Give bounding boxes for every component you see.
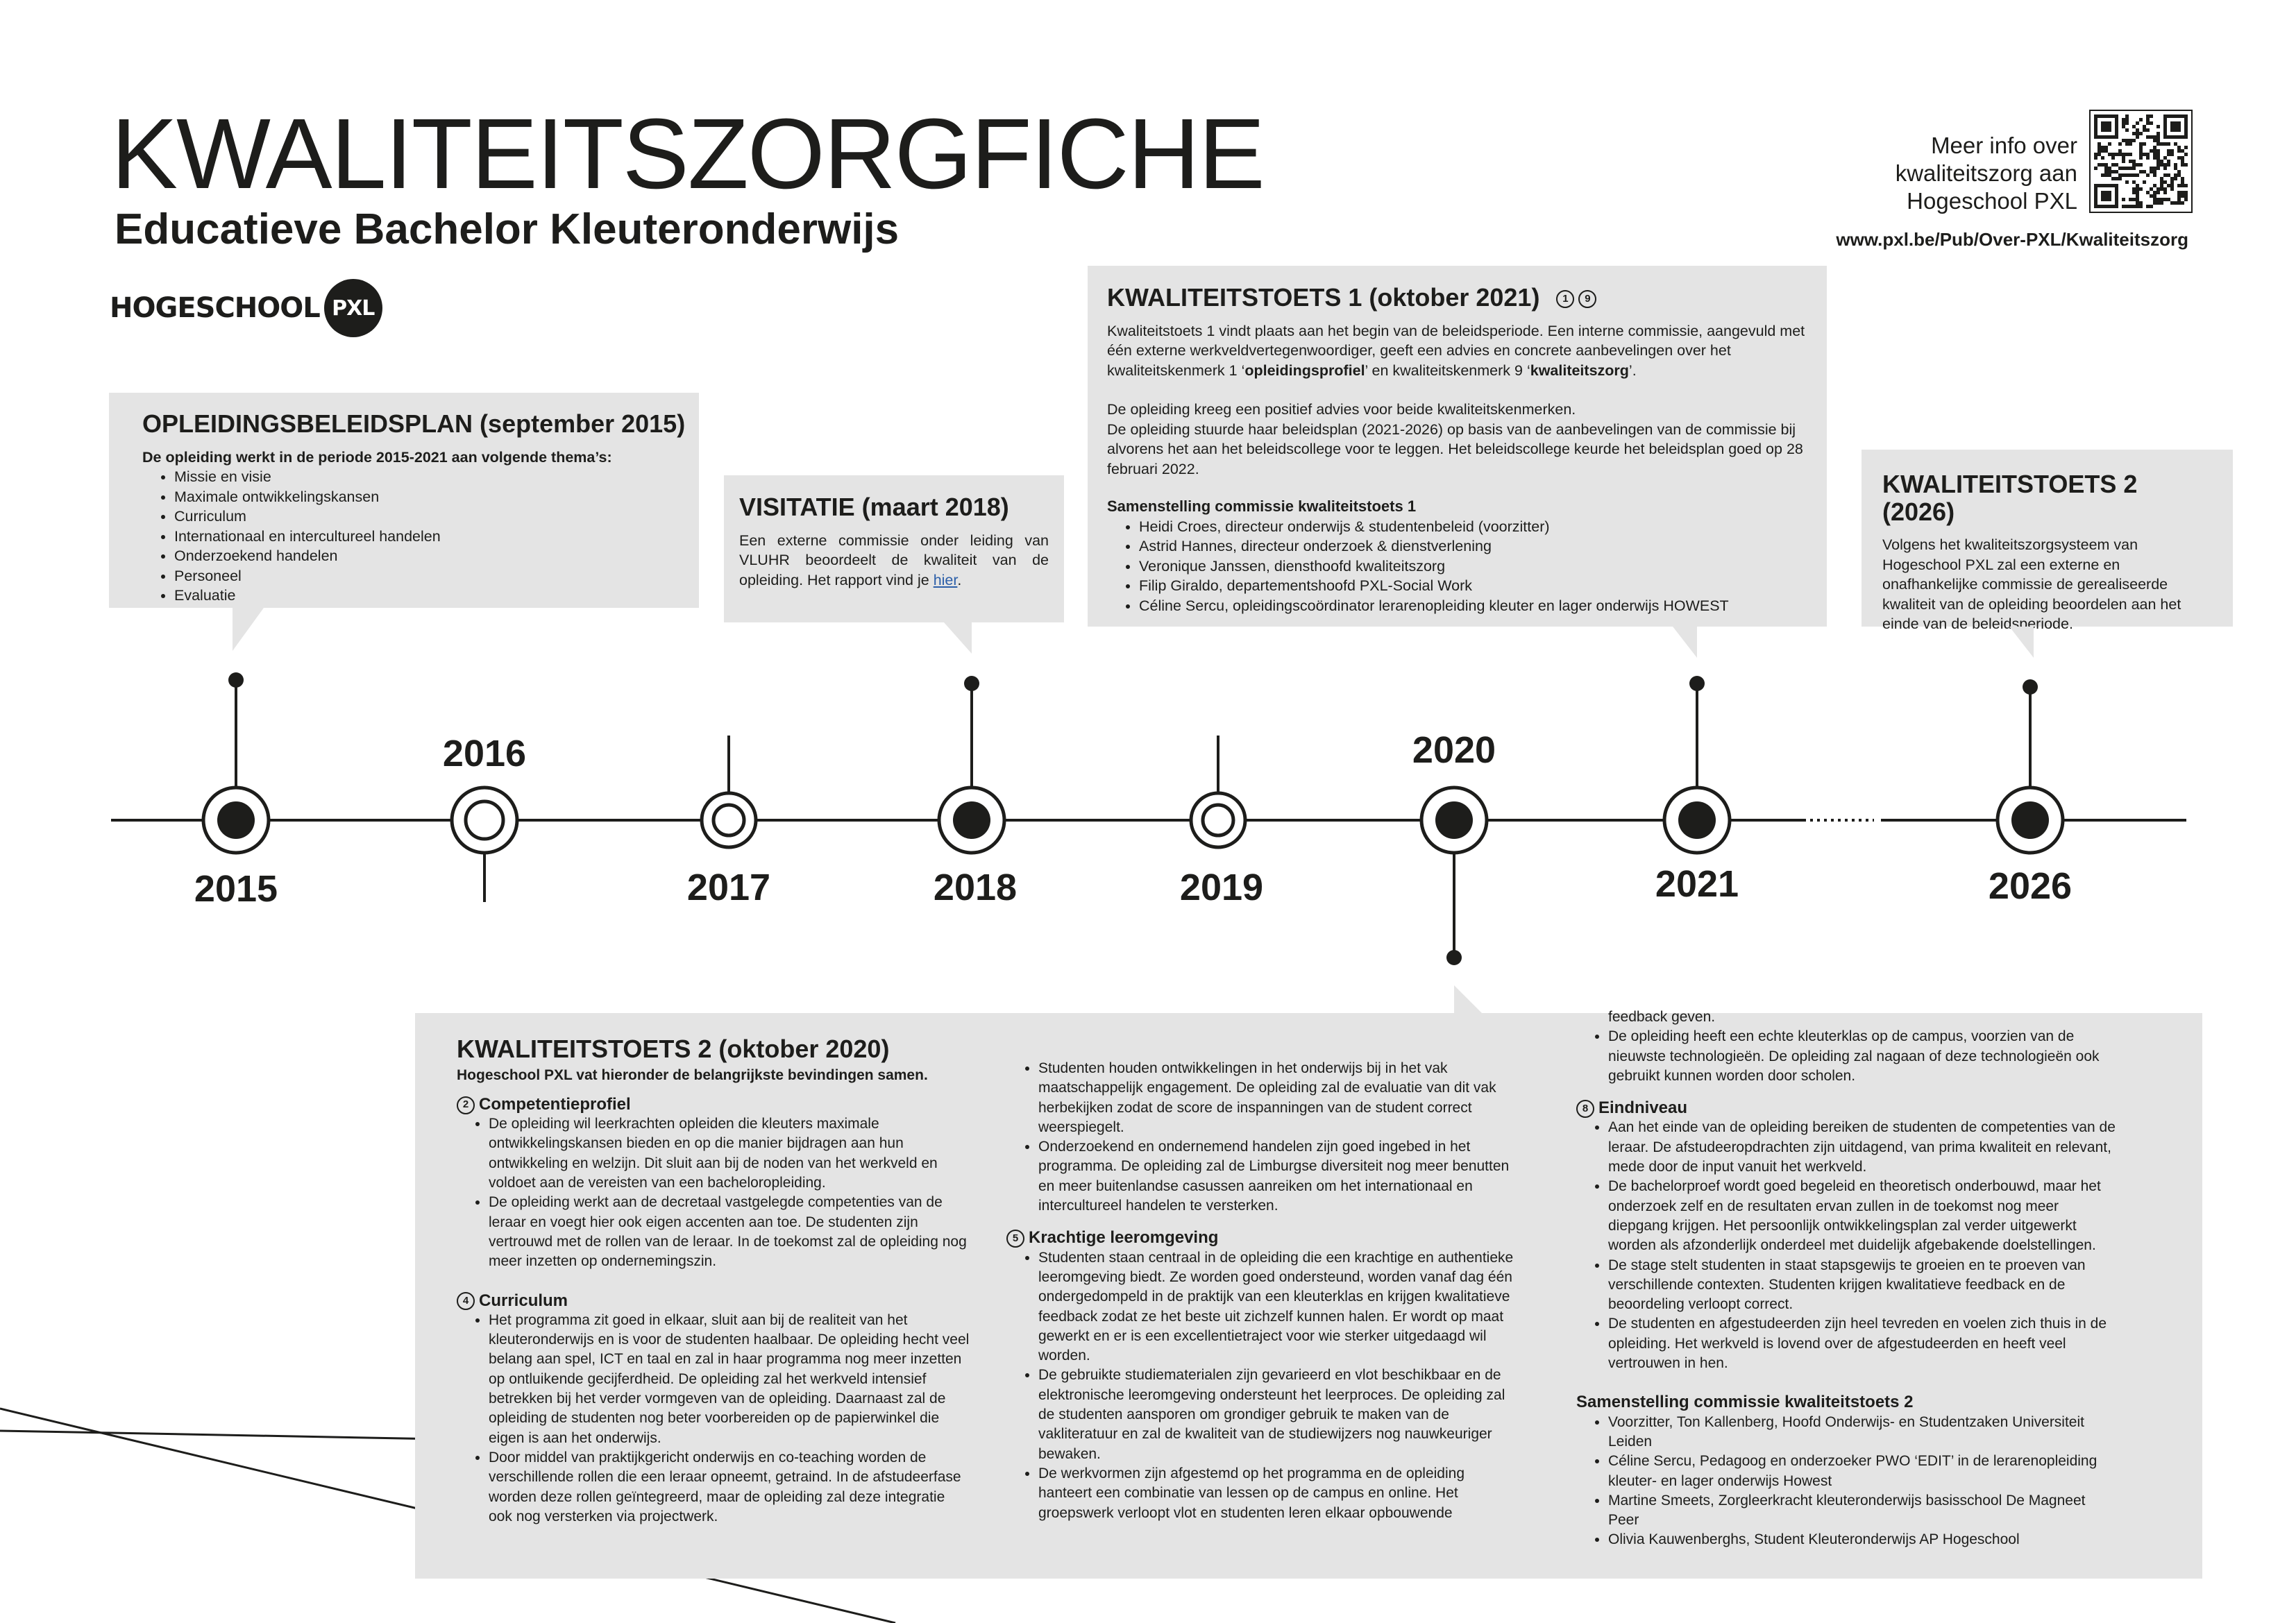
year-label-2020: 2020	[1412, 729, 1496, 771]
section-title: 2 Competentieprofiel	[457, 1095, 970, 1114]
node-2017	[702, 793, 756, 847]
info-url-link[interactable]: www.pxl.be/Pub/Over-PXL/Kwaliteitszorg	[1836, 229, 2188, 250]
year-label-2021: 2021	[1655, 863, 1739, 905]
box-title: OPLEIDINGSBELEIDSPLAN (september 2015)	[142, 409, 686, 438]
box-text: Volgens het kwaliteitszorgsysteem van Hogeschool PXL zal een externe en onafhankelijke commissie de gerealiseerde kwaliteit van de opleiding beoordelen aan het einde van de beleidsperiode.	[1882, 536, 2181, 633]
info-line: Hogeschool PXL	[1907, 188, 2077, 214]
finding-list	[457, 1114, 970, 1271]
node-2015	[203, 788, 269, 853]
box-opleidingsbeleidsplan	[109, 393, 699, 608]
list-item: • Studenten houden ontwikkelingen in het onderwijs bij in het vak maatschappelijk engagement. De opleiding zal de evaluatie van dit vak herbekijken zodat de score de inspanningen van de student correct weerspiegelt.	[1038, 1059, 1520, 1137]
kt2-column-3	[1576, 1008, 2118, 1550]
continued-text: feedback geven.	[1608, 1009, 1716, 1025]
list-item: • De opleiding wil leerkrachten opleiden die kleuters maximale ontwikkelingskansen bieden en op die manier bijdragen aan hun ontwikkeling en welzijn. Dit sluit aan bij de noden van het werkveld en voldoet aan de vereisten van een bacheloropleiding.	[489, 1114, 970, 1193]
list-item: • De opleiding werkt aan de decretaal vastgelegde competenties van de leraar en voegt hier ook eigen accenten aan toe. De studenten zijn vertrouwd met de rollen van de leraar. In de toekomst zal de opleiding nog meer inzetten op ondernemingszin.	[489, 1193, 970, 1271]
list-item: • Curriculum	[174, 507, 699, 527]
list-item: • Voorzitter, Ton Kallenberg, Hoofd Onderwijs- en Studentzaken Universiteit Leiden	[1608, 1413, 2118, 1452]
finding-list	[1006, 1248, 1520, 1523]
node-2021	[1664, 788, 1730, 853]
logo-circle: PXL	[324, 279, 382, 337]
box-visitatie	[724, 475, 1064, 622]
box-title: KWALITEITSTOETS 2 (2026)	[1882, 470, 2138, 526]
callout-tail	[2009, 627, 2034, 658]
finding-list	[1006, 1059, 1520, 1216]
year-label-2026: 2026	[1988, 865, 2073, 907]
list-item: • Internationaal en intercultureel handelen	[174, 527, 699, 547]
year-label-2019: 2019	[1179, 867, 1264, 908]
list-item: • Door middel van praktijkgericht onderwijs en co-teaching worden de verschillende rollen die een leraar opneemt, getraind. In de afstudeerfase worden deze rollen geïntegreerd, maar de opleiding zal deze integratie ook nog versterken via projectwerk.	[489, 1448, 970, 1527]
node-2019	[1191, 793, 1245, 847]
box-title: KWALITEITSTOETS 2 (oktober 2020)	[457, 1035, 890, 1063]
report-link[interactable]: hier	[933, 571, 958, 588]
stem-dot-2026	[2023, 679, 2038, 695]
box-text: De opleiding kreeg een positief advies voor beide kwaliteitskenmerken.	[1107, 401, 1576, 418]
finding-list	[1576, 1118, 2118, 1373]
theme-list	[142, 467, 699, 606]
year-label-2015: 2015	[194, 868, 278, 910]
node-2016	[452, 788, 517, 853]
badge-icon: 2	[457, 1096, 475, 1114]
logo-word: HOGESCHOOL	[110, 292, 320, 324]
year-label-2017: 2017	[686, 867, 771, 908]
list-item: • Heidi Croes, directeur onderwijs & studentenbeleid (voorzitter)	[1139, 517, 1807, 537]
list-item: • Missie en visie	[174, 467, 699, 487]
list-item: • De werkvormen zijn afgestemd op het programma en de opleiding hanteert een combinatie van lessen op de campus en online. Het groepswerk verloopt vlot en studenten leren elkaar opbouwende	[1038, 1464, 1520, 1523]
list-item: • Filip Giraldo, departementshoofd PXL-Social Work	[1139, 576, 1807, 596]
kt2-column-1	[457, 1035, 970, 1527]
member-list	[1576, 1413, 2118, 1550]
box-lead: Hogeschool PXL vat hieronder de belangrijkste bevindingen samen.	[457, 1067, 928, 1083]
box-text: Een externe commissie onder leiding van VLUHR beoordeelt de kwaliteit van de opleiding. Het rapport vind je hier.	[739, 532, 1049, 588]
section-title: 5 Krachtige leeromgeving	[1006, 1228, 1520, 1248]
list-item: • Astrid Hannes, directeur onderzoek & dienstverlening	[1139, 536, 1807, 556]
badge-icon: 1	[1556, 290, 1574, 308]
list-item: • Personeel	[174, 566, 699, 586]
year-label-2016: 2016	[442, 733, 527, 774]
box-title: VISITATIE (maart 2018)	[739, 493, 1009, 521]
stem-dot-2018	[964, 676, 979, 691]
box-text: Kwaliteitstoets 1 vindt plaats aan het begin van de beleidsperiode. Een interne commissie, aangevuld met één externe werkveldvertegenwoordiger, geeft een advies en concrete aanbevelingen over het kwaliteitskenmerk 1 ‘opleidingsprofiel’ en kwaliteitskenmerk 9 ‘kwaliteitszorg’.	[1107, 322, 1805, 379]
list-item: • De opleiding heeft een echte kleuterklas op de campus, voorzien van de nieuwste technologieën. De opleiding zal nagaan of deze technologieën ook gebruikt kunnen worden door scholen.	[1608, 1027, 2118, 1086]
section-title: Samenstelling commissie kwaliteitstoets 1	[1107, 498, 1417, 516]
callout-tail	[944, 622, 972, 654]
finding-list	[457, 1311, 970, 1527]
kt2-column-2	[1006, 1059, 1520, 1523]
box-kwaliteitstoets-2	[415, 1009, 2202, 1579]
stem-dot-2020	[1446, 950, 1462, 965]
badge-icon: 8	[1576, 1100, 1594, 1118]
info-line: kwaliteitszorg aan	[1895, 160, 2077, 186]
list-item: • Veronique Janssen, diensthoofd kwaliteitszorg	[1139, 556, 1807, 577]
node-2026	[1998, 788, 2063, 853]
list-item: • Onderzoekend en ondernemend handelen zijn goed ingebed in het programma. De opleiding zal de Limburgse diversiteit nog meer benutten en meer buitenlandse casussen aanreiken om het internationaal en intercultureel handelen te versterken.	[1038, 1137, 1520, 1216]
list-item: • Céline Sercu, Pedagoog en onderzoeker PWO ‘EDIT’ in de lerarenopleiding kleuter- en lager onderwijs Howest	[1608, 1452, 2118, 1491]
member-list	[1107, 517, 1807, 616]
list-item: • Het programma zit goed in elkaar, sluit aan bij de realiteit van het kleuteronderwijs en is voor de studenten haalbaar. De opleiding hecht veel belang aan spel, ICT en taal en zal in haar programma nog meer inzetten op ontluikende gecijferdheid. De opleiding zal het werkveld intensief betrekken bij het verder vormgeven van de opleiding. Daarnaast zal de opleiding de studenten nog beter voorbereiden op de papierwinkel die eigen is aan het onderwijs.	[489, 1311, 970, 1448]
page-title: KWALITEITSZORGFICHE	[111, 98, 1264, 210]
list-item: • De bachelorproef wordt goed begeleid en theoretisch onderbouwd, maar het onderzoek zelf en de resultaten ervan zullen in de toekomst nog meer diepgang krijgen. Het persoonlijk ontwikkelingsplan zal verder uitgewerkt worden als afzonderlijk onderdeel met duidelijk afgebakende doelstellingen.	[1608, 1177, 2118, 1255]
section-title: 8 Eindniveau	[1576, 1098, 2118, 1118]
section-title: Samenstelling commissie kwaliteitstoets 2	[1576, 1393, 1914, 1412]
node-2020	[1421, 788, 1487, 853]
section-title: 4 Curriculum	[457, 1291, 970, 1311]
finding-list	[1576, 1027, 2118, 1086]
year-label-2018: 2018	[933, 867, 1018, 908]
badge-icon: 4	[457, 1292, 475, 1310]
callout-tail	[1673, 627, 1697, 658]
box-text: De opleiding stuurde haar beleidsplan (2021-2026) op basis van de aanbevelingen van de commissie bij alvorens het aan het beleidscollege voor te leggen. Het beleidscollege keurde het beleidsplan goed op 28 februari 2022.	[1107, 420, 1803, 477]
badge-icon: 9	[1578, 290, 1596, 308]
box-title: KWALITEITSTOETS 1 (oktober 2021) 1 9	[1107, 284, 1807, 312]
list-item: • De gebruikte studiematerialen zijn gevarieerd en vlot beschikbaar en de elektronische leeromgeving ondersteunt het leerproces. De opleiding zal de studenten aansporen om grondiger gebruik te maken van de vakliteratuur en zal de kwaliteit van de studiewijzers nog nauwkeuriger bewaken.	[1038, 1366, 1520, 1463]
callout-tail	[233, 608, 264, 651]
stem-dot-2021	[1689, 676, 1705, 691]
list-item: • Céline Sercu, opleidingscoördinator lerarenopleiding kleuter en lager onderwijs HOWEST	[1139, 596, 1807, 616]
list-item: • De stage stelt studenten in staat stapsgewijs te groeien en te proeven van verschillende contexten. Studenten krijgen kwalitatieve feedback en de beoordeling verloopt correct.	[1608, 1256, 2118, 1315]
stem-dot-2015	[228, 672, 244, 688]
info-line: Meer info over	[1931, 133, 2077, 158]
node-2018	[939, 788, 1004, 853]
list-item: • Olivia Kauwenberghs, Student Kleuteronderwijs AP Hogeschool	[1608, 1530, 2118, 1549]
list-item: • Aan het einde van de opleiding bereiken de studenten de competenties van de leraar. De afstudeeropdrachten zijn uitdagend, van prima kwaliteit en relevant, mede door de input vanuit het werkveld.	[1608, 1118, 2118, 1177]
list-item: • Onderzoekend handelen	[174, 546, 699, 566]
list-item: • De studenten en afgestudeerden zijn heel tevreden en voelen zich thuis in de opleiding. Het werkveld is lovend over de afgestudeerden en heeft veel vertrouwen in hen.	[1608, 1314, 2118, 1373]
page-subtitle: Educatieve Bachelor Kleuteronderwijs	[115, 205, 900, 253]
badge-icon: 5	[1006, 1230, 1024, 1248]
list-item: • Maximale ontwikkelingskansen	[174, 487, 699, 507]
list-item: • Martine Smeets, Zorgleerkracht kleuteronderwijs basisschool De Magneet Peer	[1608, 1491, 2118, 1531]
box-lead: De opleiding werkt in de periode 2015-2021 aan volgende thema’s:	[142, 448, 612, 466]
list-item: • Evaluatie	[174, 586, 699, 606]
callout-tail	[1454, 985, 1482, 1013]
box-kwaliteitstoets-1	[1088, 266, 1827, 627]
box-kwaliteitstoets-2026	[1862, 450, 2233, 633]
list-item: • Studenten staan centraal in de opleiding die een krachtige en authentieke leeromgeving biedt. Ze worden goed ondersteund, worden vanaf dag één ondergedompeld in de praktijk van een kleuterklas en krijgen kwalitatieve feedback zodat ze het beste uit zichzelf kunnen halen. Er wordt op maat gewerkt en er is een excellentietraject voor wie sterker uitgedaagd wil worden.	[1038, 1248, 1520, 1366]
